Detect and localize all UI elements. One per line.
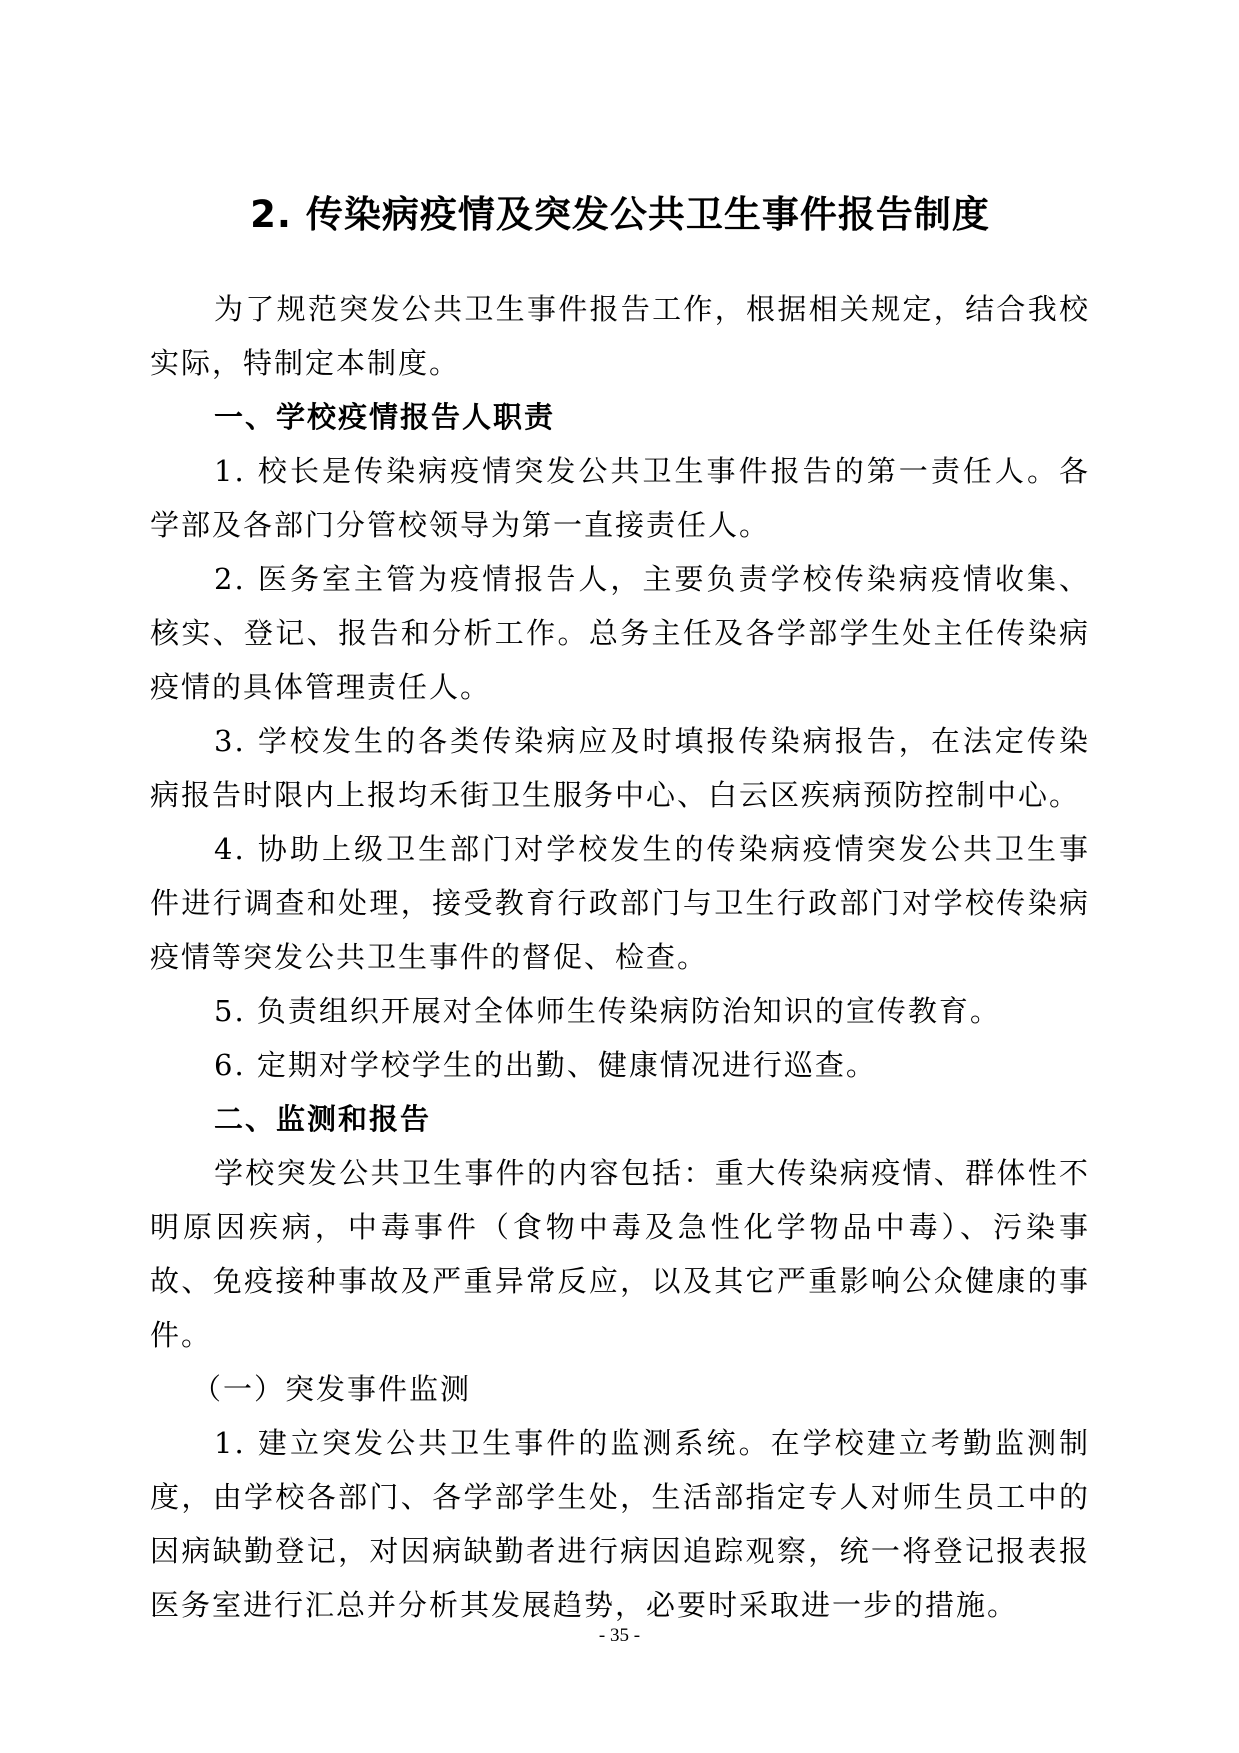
list-item: 4. 协助上级卫生部门对学校发生的传染病疫情突发公共卫生事件进行调查和处理，接受教育行政部门与卫生行政部门对学校传染病疫情等突发公共卫生事件的督促、检查。 (150, 832, 1090, 974)
list-item: 6. 定期对学校学生的出勤、健康情况进行巡查。 (214, 1048, 877, 1082)
subsection-heading: （一）突发事件监测 (192, 1372, 472, 1406)
list-item: 1. 建立突发公共卫生事件的监测系统。在学校建立考勤监测制度，由学校各部门、各学部学生处，生活部指定专人对师生员工中的因病缺勤登记，对因病缺勤者进行病因追踪观察，统一将登记报表报医务室进行汇总并分析其发展趋势，必要时采取进一步的措施。 (150, 1426, 1090, 1622)
document-body (150, 282, 1090, 1632)
list-item: 2. 医务室主管为疫情报告人，主要负责学校传染病疫情收集、核实、登记、报告和分析工作。总务主任及各学部学生处主任传染病疫情的具体管理责任人。 (150, 562, 1090, 704)
section-heading-2: 二、监测和报告 (214, 1102, 432, 1136)
body-paragraph: 学校突发公共卫生事件的内容包括：重大传染病疫情、群体性不明原因疾病，中毒事件（食物中毒及急性化学物品中毒）、污染事故、免疫接种事故及严重异常反应，以及其它严重影响公众健康的事件。 (150, 1156, 1090, 1352)
intro-paragraph: 为了规范突发公共卫生事件报告工作，根据相关规定，结合我校实际，特制定本制度。 (150, 292, 1090, 380)
list-item: 5. 负责组织开展对全体师生传染病防治知识的宣传教育。 (214, 994, 1001, 1028)
document-title: 2. 传染病疫情及突发公共卫生事件报告制度 (250, 193, 990, 236)
page-number: - 35 - (598, 1625, 641, 1646)
list-item: 3. 学校发生的各类传染病应及时填报传染病报告，在法定传染病报告时限内上报均禾街卫生服务中心、白云区疾病预防控制中心。 (150, 724, 1090, 812)
section-heading-1: 一、学校疫情报告人职责 (214, 400, 556, 434)
list-item: 1. 校长是传染病疫情突发公共卫生事件报告的第一责任人。各学部及各部门分管校领导为第一直接责任人。 (150, 454, 1090, 542)
